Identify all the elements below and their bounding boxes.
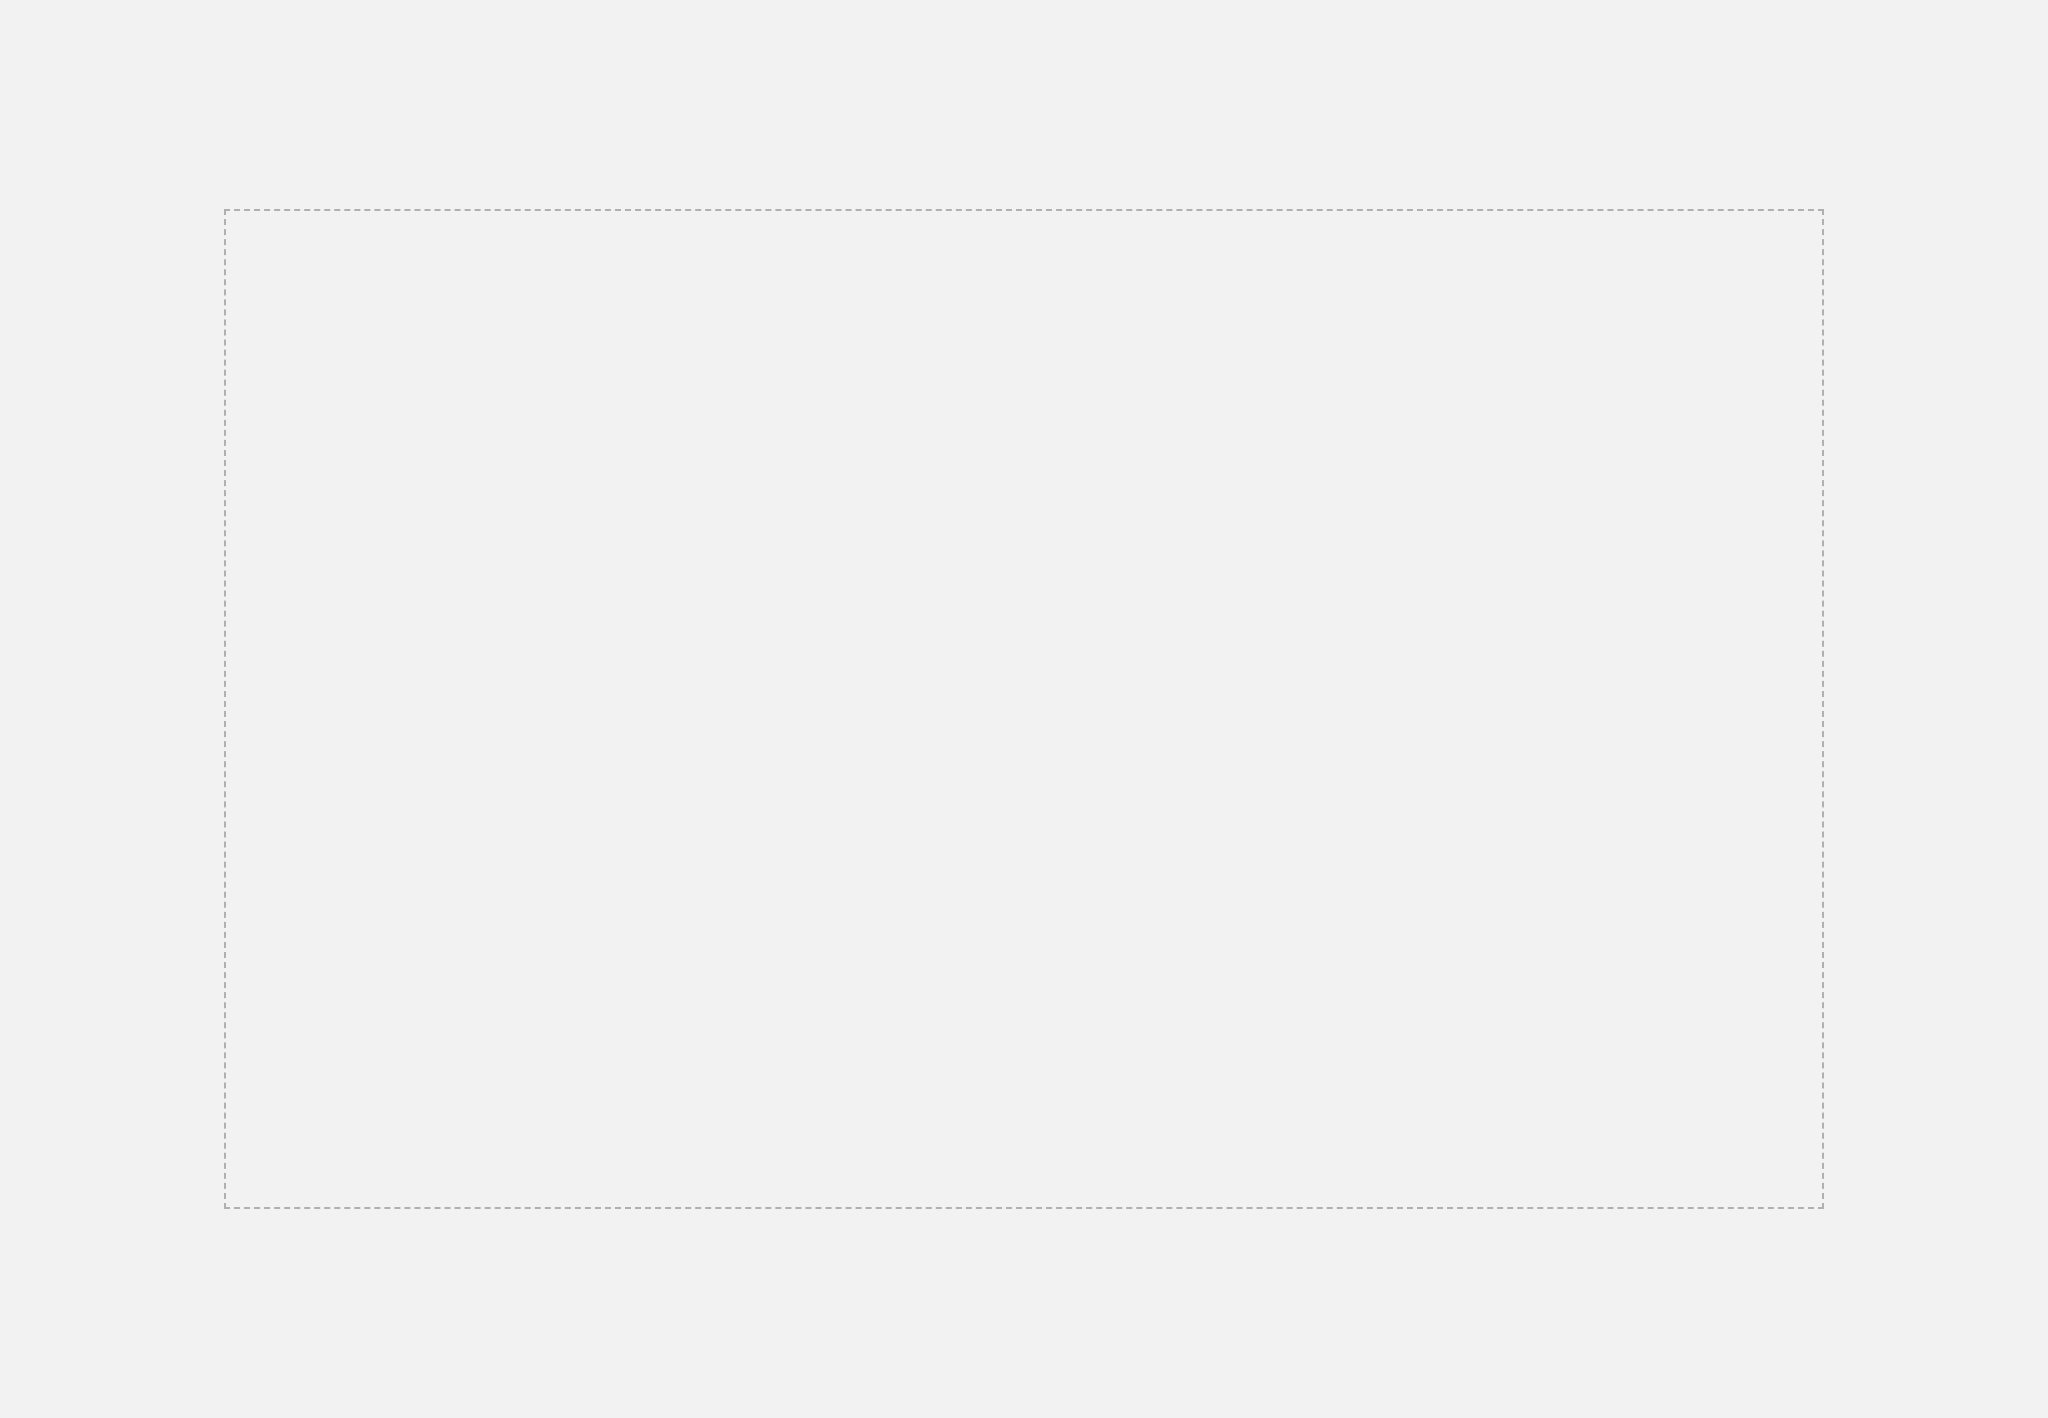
- empty-frame: [224, 209, 1824, 1209]
